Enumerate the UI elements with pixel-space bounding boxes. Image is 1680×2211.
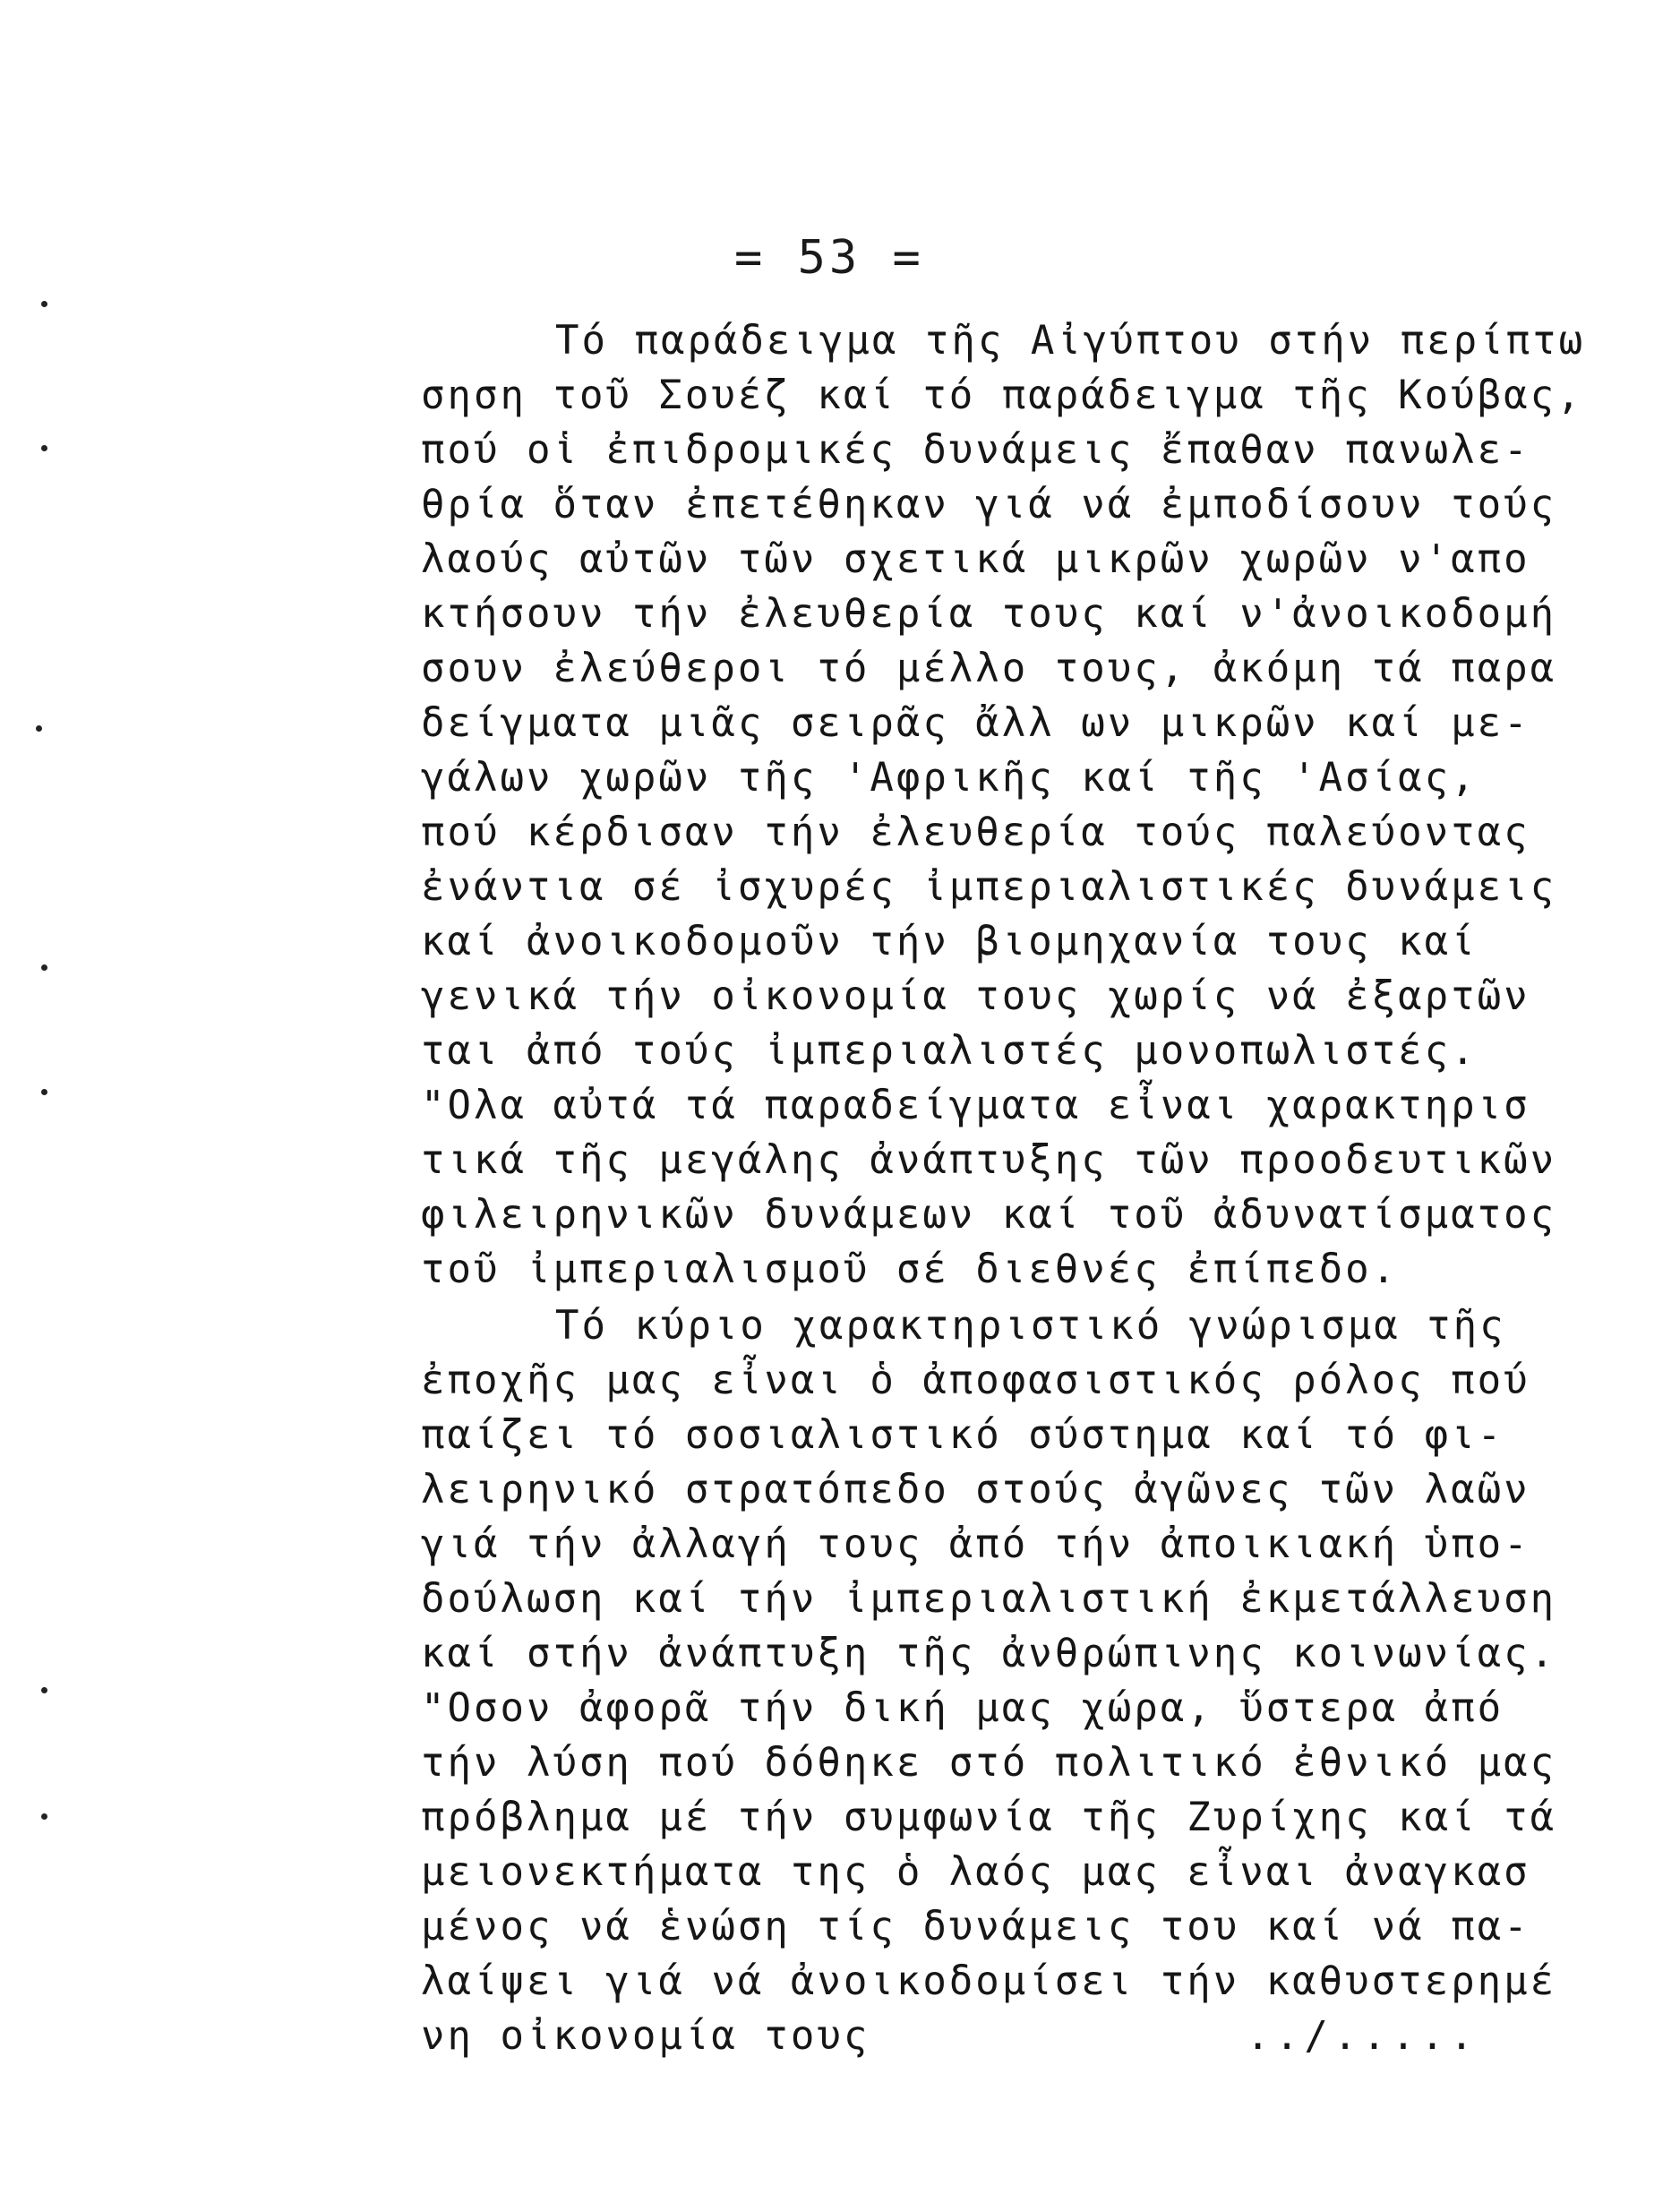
continuation-mark: ../..... [1246,2013,1479,2059]
text-line: "Ολα αὐτά τά παραδείγματα εἶναι χαρακτηρισ [421,1083,1530,1128]
text-line: δείγματα μιᾶς σειρᾶς ἄλλ ων μικρῶν καί με- [421,700,1530,746]
text-line: σουν ἐλεύθεροι τό μέλλο τους, ἀκόμη τά παρα [421,646,1557,691]
text-line: γάλων χωρῶν τῆς 'Αφρικῆς καί τῆς 'Ασίας, [421,755,1478,801]
margin-dot [41,964,47,971]
text-line: λειρηνικό στρατόπεδο στούς ἀγῶνες τῶν λαῶν [421,1467,1530,1513]
text-line-content: νη οἰκονομία τους [421,2013,870,2059]
text-line: σηση τοῦ Σουέζ καί τό παράδειγμα τῆς Κούβας, [421,373,1583,418]
margin-dot [41,1687,47,1693]
text-line: φιλειρηνικῶν δυνάμεων καί τοῦ ἀδυνατίσματος [421,1192,1557,1238]
margin-dot [41,1813,47,1820]
text-line: Τό κύριο χαρακτηριστικό γνώρισμα τῆς [555,1303,1506,1349]
text-line: πού οἱ ἐπιδρομικές δυνάμεις ἔπαθαν πανωλε- [421,427,1530,473]
text-line: "Οσον ἀφορᾶ τήν δική μας χώρα, ὕστερα ἀπό [421,1685,1504,1731]
text-line: ται ἀπό τούς ἰμπεριαλιστές μονοπωλιστές. [421,1028,1478,1074]
text-line: πρόβλημα μέ τήν συμφωνία τῆς Ζυρίχης καί τά [421,1795,1557,1840]
text-line: ἐποχῆς μας εἶναι ὁ ἀποφασιστικός ρόλος πού [421,1358,1530,1403]
text-line: γιά τήν ἀλλαγή τους ἀπό τήν ἀποικιακή ὑπο- [421,1521,1530,1567]
text-line: γενικά τήν οἰκονομία τους χωρίς νά ἐξαρτῶν [421,973,1530,1019]
text-line: μένος νά ἑνώση τίς δυνάμεις του καί νά πα- [421,1904,1530,1950]
text-line: θρία ὅταν ἐπετέθηκαν γιά νά ἐμποδίσουν τούς [421,482,1557,527]
paragraph-1 [421,313,1621,1297]
margin-dot [41,301,47,307]
text-line: καί ἀνοικοδομοῦν τήν βιομηχανία τους καί [421,919,1478,964]
text-line: λαίψει γιά νά ἀνοικοδομίσει τήν καθυστερημέ [421,1958,1557,2004]
text-line: ἐνάντια σέ ἰσχυρές ἰμπεριαλιστικές δυνάμεις [421,864,1557,910]
text-line: καί στήν ἀνάπτυξη τῆς ἀνθρώπινης κοινωνίας. [421,1631,1557,1676]
margin-dot [41,1089,47,1095]
text-line: τήν λύση πού δόθηκε στό πολιτικό ἐθνικό μας [421,1740,1557,1786]
text-line: κτήσουν τήν ἐλευθερία τους καί ν'ἀνοικοδομή [421,591,1557,637]
text-line: πού κέρδισαν τήν ἐλευθερία τούς παλεύοντας [421,810,1530,855]
text-line: τοῦ ἰμπεριαλισμοῦ σέ διεθνές ἐπίπεδο. [421,1247,1399,1292]
margin-dot [41,445,47,451]
text-line: παίζει τό σοσιαλιστικό σύστημα καί τό φι- [421,1412,1504,1458]
text-line-last [421,2009,1621,2063]
text-line: δούλωση καί τήν ἰμπεριαλιστική ἐκμετάλλευση [421,1576,1557,1622]
text-line: λαούς αὐτῶν τῶν σχετικά μικρῶν χωρῶν ν'απο [421,536,1530,582]
margin-dot [36,725,42,732]
text-line: τικά τῆς μεγάλης ἀνάπτυξης τῶν προοδευτικῶν [421,1137,1557,1183]
text-line: μειονεκτήματα της ὁ λαός μας εἶναι ἀναγκασ [421,1849,1530,1895]
page-number: = 53 = [734,231,924,285]
paragraph-2 [421,1298,1621,2063]
text-line: Τό παράδειγμα τῆς Αἰγύπτου στήν περίπτω [555,318,1586,364]
